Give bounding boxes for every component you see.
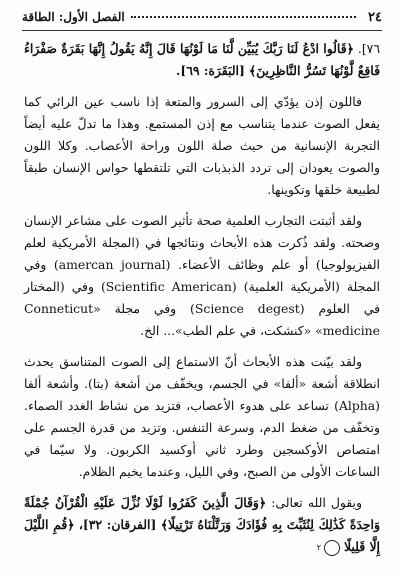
page-body (24, 38, 380, 567)
header-dotted-leader (131, 16, 356, 18)
paragraph-alpha-waves: ولقد بيّنت هذه الأبحاث أنّ الاستماع إلى الصوت المتناسق يحدث انطلاقة أشعة «ألفا» في الجسم، ويخفّف من أشعة (بتا). وأشعة ألفا (Alpha) تساعد على هدوء الأعصاب، فتزيد من نشاط الغدد الصماء. وتخفّف من ضغط الدم، وسرعة التنفس. وتزيد من قدرة الجسم على امتصاص الأوكسجين وطرد ثاني أوكسيد الكربون. ولا سيّما في الساعات الأولى من الصبح، وفي الليل، وعندما يخيم الظلام. (24, 354, 380, 479)
paragraph-color-sound: فاللون إذن يؤدّي إلى السرور والمتعة إذا ناسب عين الرائي كما يفعل الصوت عندما يتناسب مع إذن المستمع. وهذا ما تدلّ عليه أيضاً التجربة الإنسانية من حيث صلة اللون وراحة الأعصاب. وكلا اللون والصوت يعودان إلى تردد الذبذبات التي تلتقطها حواس الإنسان طبقاً لطبيعة خلقها وتكوينها. (24, 94, 380, 197)
paragraph-scientific-research: ولقد أثبتت التجارب العلمية صحة تأثير الصوت على مشاعر الإنسان وصحته. ولقد ذُكرت هذه الأبحاث ونتائجها في (المجلة الأمريكية لعلم الفيزيولوجيا) أو علم وظائف الأعضاء. (amercan journal) وفي المجلة (الأمريكية العلمية) (Scientific American) وفي (المختار في العلوم (Science degest) وفي مجلة «Conneticut medicine» «كنشكت، في علم الطب»... الخ. (24, 213, 380, 338)
quran-verse-paragraph: ٧٦]. ﴿قَالُوا ادْعُ لَنَا رَبَّكَ يُبَيِّن لَّنَا مَا لَوْنُهَا قَالَ إِنَّهُ يَقُولُ إِنَّهَا بَقَرَةٌ صَفْرَاءُ فَاقِعٌ لَّوْنُهَا تَسُرُّ النَّاظِرِينَ﴾ [البَقَرَة: ٦٩]. (24, 41, 380, 78)
quran-verse: ﴿قَالُوا ادْعُ لَنَا رَبَّكَ يُبَيِّن لَّنَا مَا لَوْنُهَا قَالَ إِنَّهُ يَقُولُ إِنَّهَا بَقَرَةٌ صَفْرَاءُ فَاقِعٌ لَّوْنُهَا تَسُرُّ النَّاظِرِينَ﴾ (24, 41, 380, 78)
header-rule (22, 30, 382, 31)
quran-verse-3: ﴿قُمِ اللَّيْلَ إِلَّا قَلِيلًا (24, 517, 380, 554)
verse-intro: ويقول الله تعالى: (266, 495, 362, 510)
page-number: ٢٤ (368, 9, 382, 25)
ayah-number-mark: ٢ (324, 540, 340, 556)
verse-reference: [البَقَرَة: ٦٩]. (176, 63, 245, 78)
verse-number: ٧٦ (366, 41, 380, 56)
verse-reference-2: [الفرقان: ٣٢]، (78, 517, 157, 532)
quran-verse-paragraph-2 (24, 492, 380, 558)
chapter-title: الفصل الأول: الطاقة (22, 10, 125, 24)
page-header (22, 6, 382, 28)
quran-verse-2: ﴿وَقَالَ الَّذِينَ كَفَرُوا لَوْلَا نُزِّلَ عَلَيْهِ الْقُرْآنُ جُمْلَةً وَاحِدَةً كَذَٰلِكَ لِنُثَبِّتَ بِهِ فُؤَادَكَ وَرَتَّلْنَاهُ تَرْتِيلًا﴾ (24, 495, 380, 532)
